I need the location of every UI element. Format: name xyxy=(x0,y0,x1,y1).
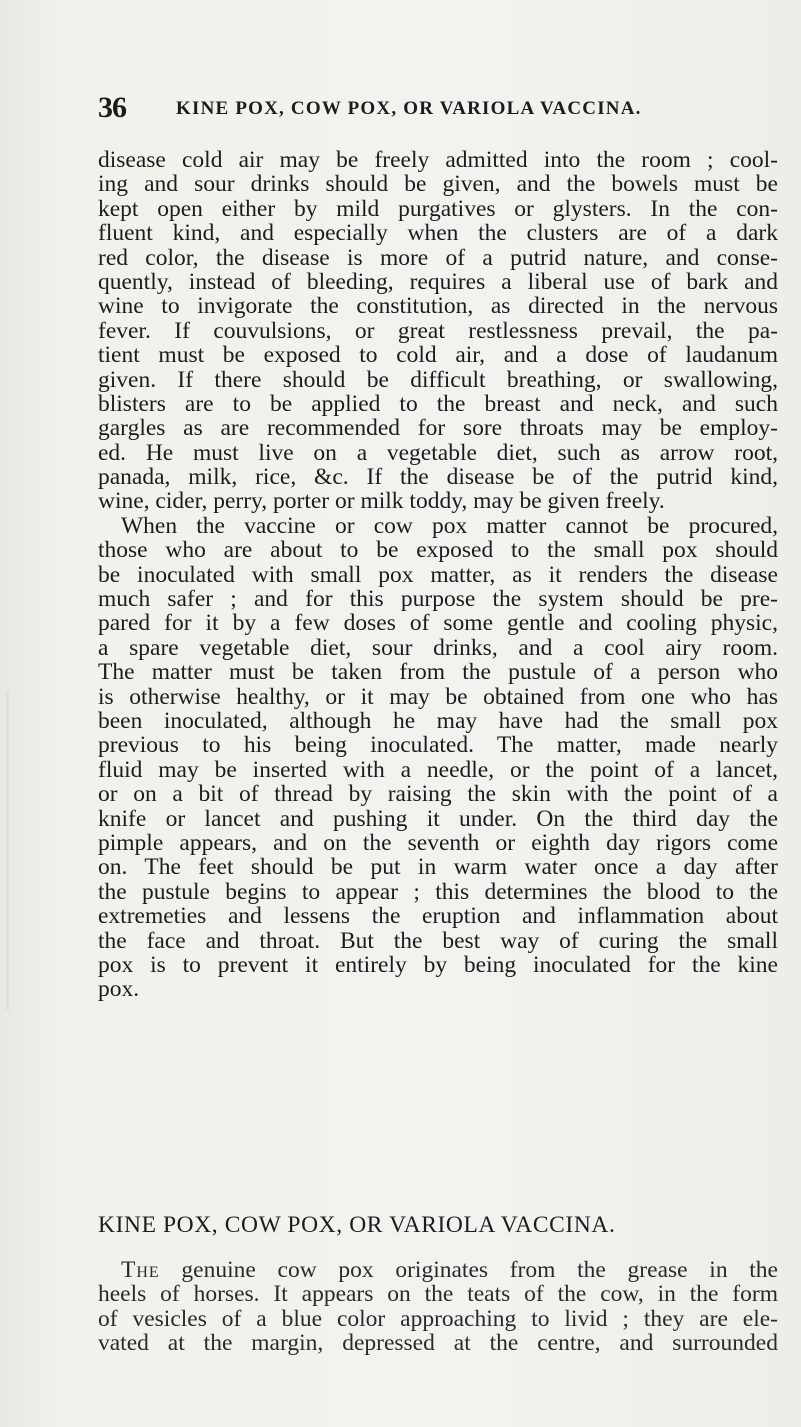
body-line: red color, the disease is more of a putrid nature, and conse- xyxy=(98,244,778,271)
page-header xyxy=(98,90,778,130)
section-line: heels of horses. It appears on the teats of the cow, in the form xyxy=(98,1281,778,1308)
running-head: KINE POX, COW POX, OR VARIOLA VACCINA. xyxy=(176,98,642,119)
body-line: ing and sour drinks should be given, and the bowels must be xyxy=(98,171,778,198)
body-line: be inoculated with small pox matter, as it renders the disease xyxy=(98,561,778,588)
body-line: tient must be exposed to cold air, and a dose of laudanum xyxy=(98,342,778,369)
body-line: previous to his being inoculated. The matter, made nearly xyxy=(98,732,778,759)
body-line: a spare vegetable diet, sour drinks, and a cool airy room. xyxy=(98,634,778,661)
body-line: wine, cider, perry, porter or milk toddy, may be given freely. xyxy=(98,488,665,515)
body-line: extremeties and lessens the eruption and inflammation about xyxy=(98,903,778,930)
section-heading: KINE POX, COW POX, OR VARIOLA VACCINA. xyxy=(98,1212,616,1238)
body-line: given. If there should be difficult breathing, or swallowing, xyxy=(98,366,778,393)
section-first-word: The xyxy=(121,1257,160,1283)
body-line: pox. xyxy=(98,976,140,1003)
section-line-rest: genuine cow pox originates from the grease in the xyxy=(159,1257,778,1283)
section-paragraph xyxy=(98,1258,778,1356)
body-line: or on a bit of thread by raising the skin with the point of a xyxy=(98,781,778,808)
body-line: fluent kind, and especially when the clusters are of a dark xyxy=(98,220,778,247)
body-line: kept open either by mild purgatives or glysters. In the con- xyxy=(98,195,778,222)
section-line: of vesicles of a blue color approaching to livid ; they are ele- xyxy=(98,1305,778,1332)
body-line: those who are about to be exposed to the small pox should xyxy=(98,537,778,564)
body-line: fluid may be inserted with a needle, or the point of a lancet, xyxy=(98,756,778,783)
body-line: ed. He must live on a vegetable diet, such as arrow root, xyxy=(98,439,778,466)
section-line xyxy=(98,1258,778,1282)
body-line: the pustule begins to appear ; this determines the blood to the xyxy=(98,878,778,905)
body-line: blisters are to be applied to the breast and neck, and such xyxy=(98,390,778,417)
body-line: wine to invigorate the constitution, as directed in the nervous xyxy=(98,293,778,320)
body-paragraphs xyxy=(98,148,778,1002)
body-line: is otherwise healthy, or it may be obtained from one who has xyxy=(98,683,778,710)
body-line: gargles as are recommended for sore throats may be employ- xyxy=(98,415,778,442)
body-line: fever. If couvulsions, or great restlessness prevail, the pa- xyxy=(98,317,778,344)
body-line: pimple appears, and on the seventh or eighth day rigors come xyxy=(98,829,778,856)
body-line: The matter must be taken from the pustule of a person who xyxy=(98,659,778,686)
body-line: When the vaccine or cow pox matter cannot be procured, xyxy=(121,512,778,539)
body-line: pox is to prevent it entirely by being inoculated for the kine xyxy=(98,951,778,978)
section-line: vated at the margin, depressed at the centre, and surrounded xyxy=(98,1330,778,1357)
body-line: pared for it by a few doses of some gentle and cooling physic, xyxy=(98,610,778,637)
body-line: panada, milk, rice, &c. If the disease be of the putrid kind, xyxy=(98,464,778,491)
body-line: knife or lancet and pushing it under. On the third day the xyxy=(98,805,778,832)
body-line: disease cold air may be freely admitted into the room ; cool- xyxy=(98,147,778,173)
body-line: much safer ; and for this purpose the system should be pre- xyxy=(98,586,778,613)
body-line: on. The feet should be put in warm water once a day after xyxy=(98,854,778,881)
body-line: been inoculated, although he may have had the small pox xyxy=(98,707,778,734)
margin-shadow xyxy=(6,690,9,1010)
page-number: 36 xyxy=(98,91,126,124)
body-line: quently, instead of bleeding, requires a liberal use of bark and xyxy=(98,268,778,295)
body-line: the face and throat. But the best way of curing the small xyxy=(98,927,778,954)
